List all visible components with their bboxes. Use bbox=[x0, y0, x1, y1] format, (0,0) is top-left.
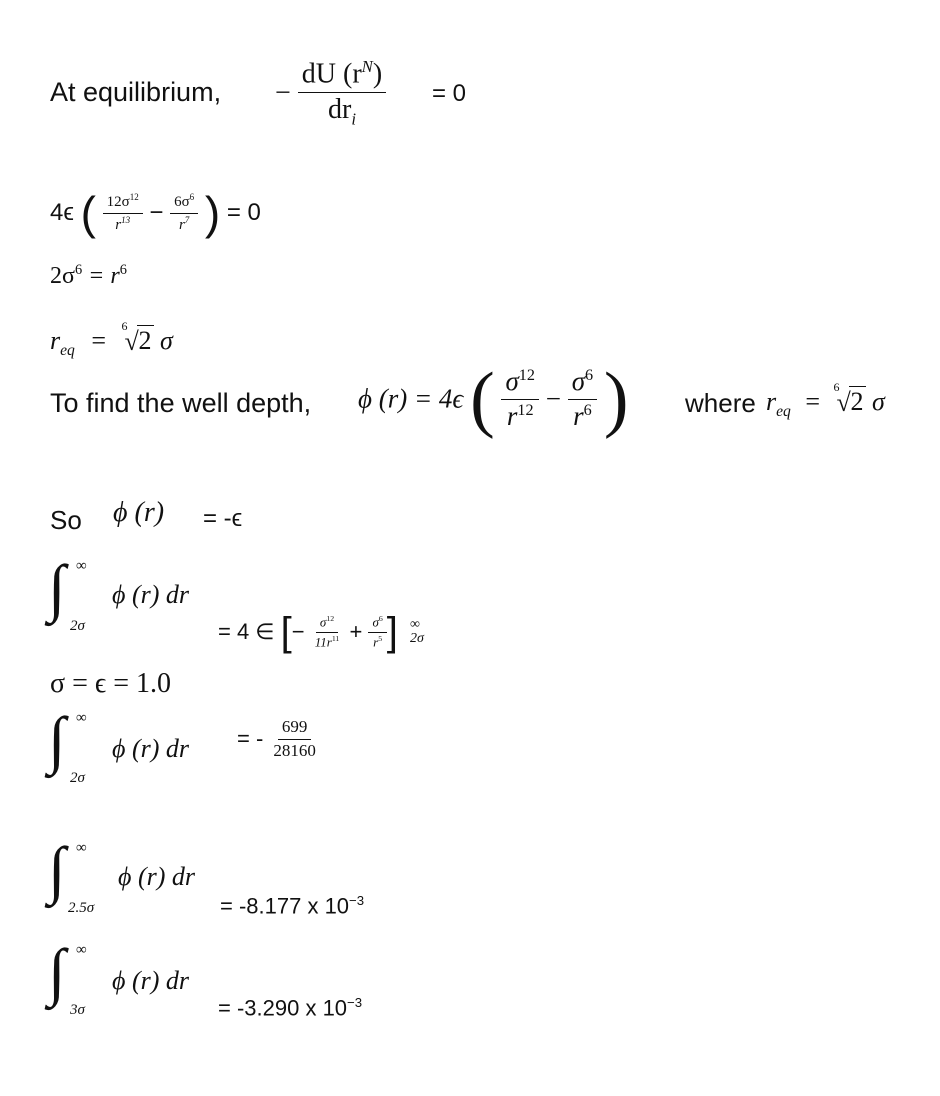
where-label: where bbox=[685, 388, 756, 418]
so-label: So bbox=[50, 505, 82, 535]
phi-equals: = -ϵ bbox=[203, 505, 243, 532]
lj-potential: ϕ (r) = 4ϵ ( $\frac{\sigma^{12}}{r^{12}}$ − $\frac{\sigma^6}{r^6}$ ) bbox=[358, 358, 629, 440]
integral-4-result: = -3.290 x $10^{-3}$ bbox=[218, 995, 363, 1021]
equilibrium-derivative: − $\frac{dU (r^N)}{dr_i}$ bbox=[275, 58, 386, 129]
parameter-values: σ = ϵ = 1.0 bbox=[50, 668, 172, 699]
integral-2-result: = - $\frac{699}{28160}$ bbox=[237, 717, 316, 760]
integral-3-result: = -8.177 x $10^{-3}$ bbox=[220, 893, 365, 919]
antiderivative: = 4 ∈ [− $\frac{\sigma^{12}}{11r^{11}}$ + $\frac{\sigma^6}{r^5}$ ] ∞ 2σ bbox=[218, 610, 424, 654]
equilibrium-equals: = 0 bbox=[432, 80, 467, 107]
r-eq-definition: $r_{eq}$ = 6 √ 2 σ bbox=[50, 319, 173, 360]
r-eq-value: $r_{eq}$ = 6 √ 2 σ bbox=[766, 380, 885, 421]
sigma-r-relation: $2\sigma^6 = r^6$ bbox=[50, 262, 127, 289]
equilibrium-label: At equilibrium, bbox=[50, 77, 222, 107]
well-depth-label: To find the well depth, bbox=[50, 388, 312, 418]
phi-r: ϕ (r) bbox=[113, 497, 165, 528]
force-equation: 4ϵ ( $\frac{12\sigma^{12}}{r^{13}}$ − $\frac{6\sigma^6}{r^7}$ ) = 0 bbox=[50, 187, 261, 239]
